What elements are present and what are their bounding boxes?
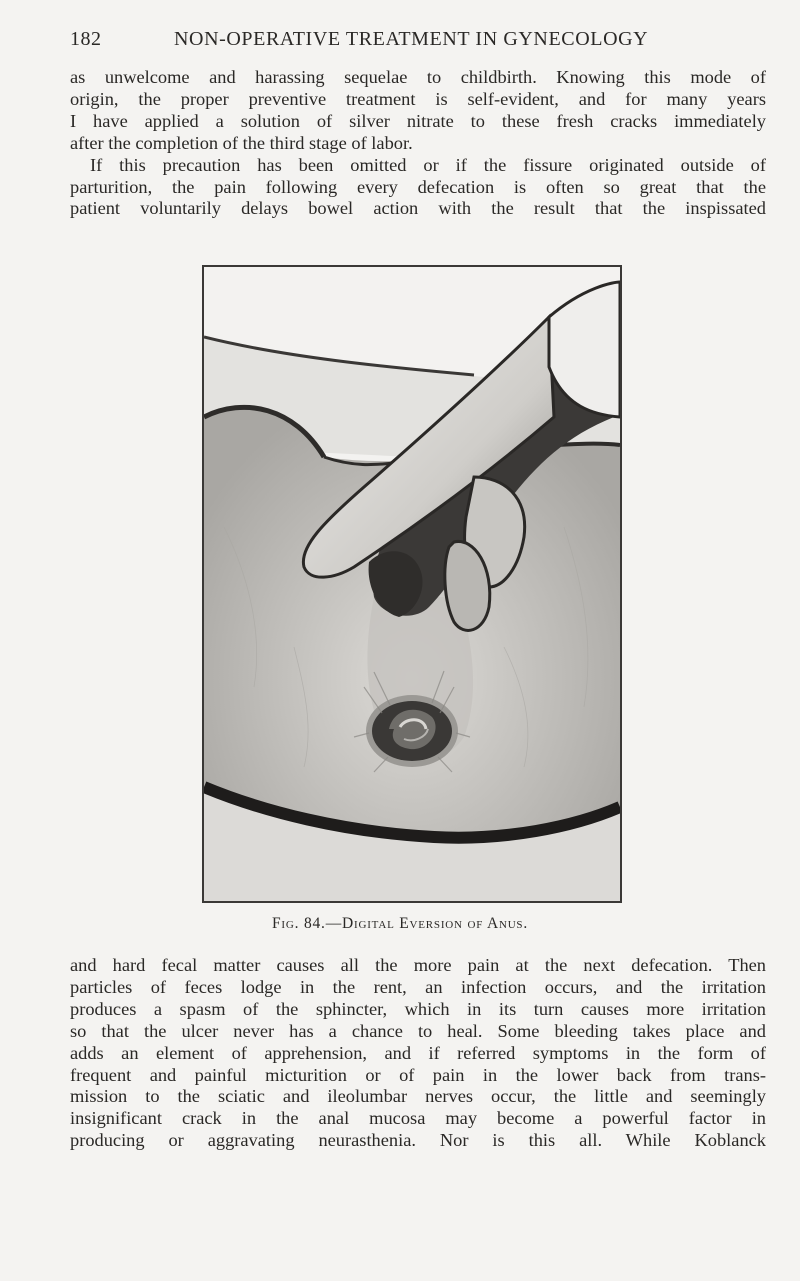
text-line: adds an element of apprehension, and if referred symptoms in the form of xyxy=(70,1042,766,1063)
figure-illustration xyxy=(202,265,622,903)
page-header xyxy=(70,28,730,60)
text-line: I have applied a solution of silver nitrate to these fresh cracks immediately xyxy=(70,110,766,131)
top-paragraph xyxy=(70,67,766,220)
text-line: and hard fecal matter causes all the more pain at the next defecation. Then xyxy=(70,955,766,975)
text-line: parturition, the pain following every defecation is often so great that the xyxy=(70,176,766,197)
text-line: patient voluntarily delays bowel action with the result that the inspissated xyxy=(70,198,766,219)
text-line: produces a spasm of the sphincter, which in its turn causes more irritation xyxy=(70,998,766,1019)
text-line: If this precaution has been omitted or if the fissure originated outside of xyxy=(90,154,766,175)
bottom-paragraph xyxy=(70,955,766,1152)
text-line: mission to the sciatic and ileolumbar nerves occur, the little and seemingly xyxy=(70,1086,766,1107)
text-line: particles of feces lodge in the rent, an infection occurs, and the irritation xyxy=(70,976,766,997)
figure-caption: Fig. 84.—Digital Eversion of Anus. xyxy=(271,915,529,932)
text-line: producing or aggravating neurasthenia. Nor is this all. While Koblanck xyxy=(70,1130,766,1151)
text-line: insignificant crack in the anal mucosa may become a powerful factor in xyxy=(70,1108,766,1129)
text-line: so that the ulcer never has a chance to heal. Some bleeding takes place and xyxy=(70,1020,766,1041)
text-line: after the completion of the third stage of labor. xyxy=(70,132,413,153)
running-head: NON-OPERATIVE TREATMENT IN GYNECOLOGY xyxy=(174,28,649,50)
page-number: 182 xyxy=(70,28,102,50)
illustration-digital-eversion xyxy=(204,267,620,901)
text-line: frequent and painful micturition or of pain in the lower back from trans- xyxy=(70,1064,766,1085)
text-line: origin, the proper preventive treatment is self-evident, and for many years xyxy=(70,88,766,109)
text-line: as unwelcome and harassing sequelae to childbirth. Knowing this mode of xyxy=(70,67,766,87)
